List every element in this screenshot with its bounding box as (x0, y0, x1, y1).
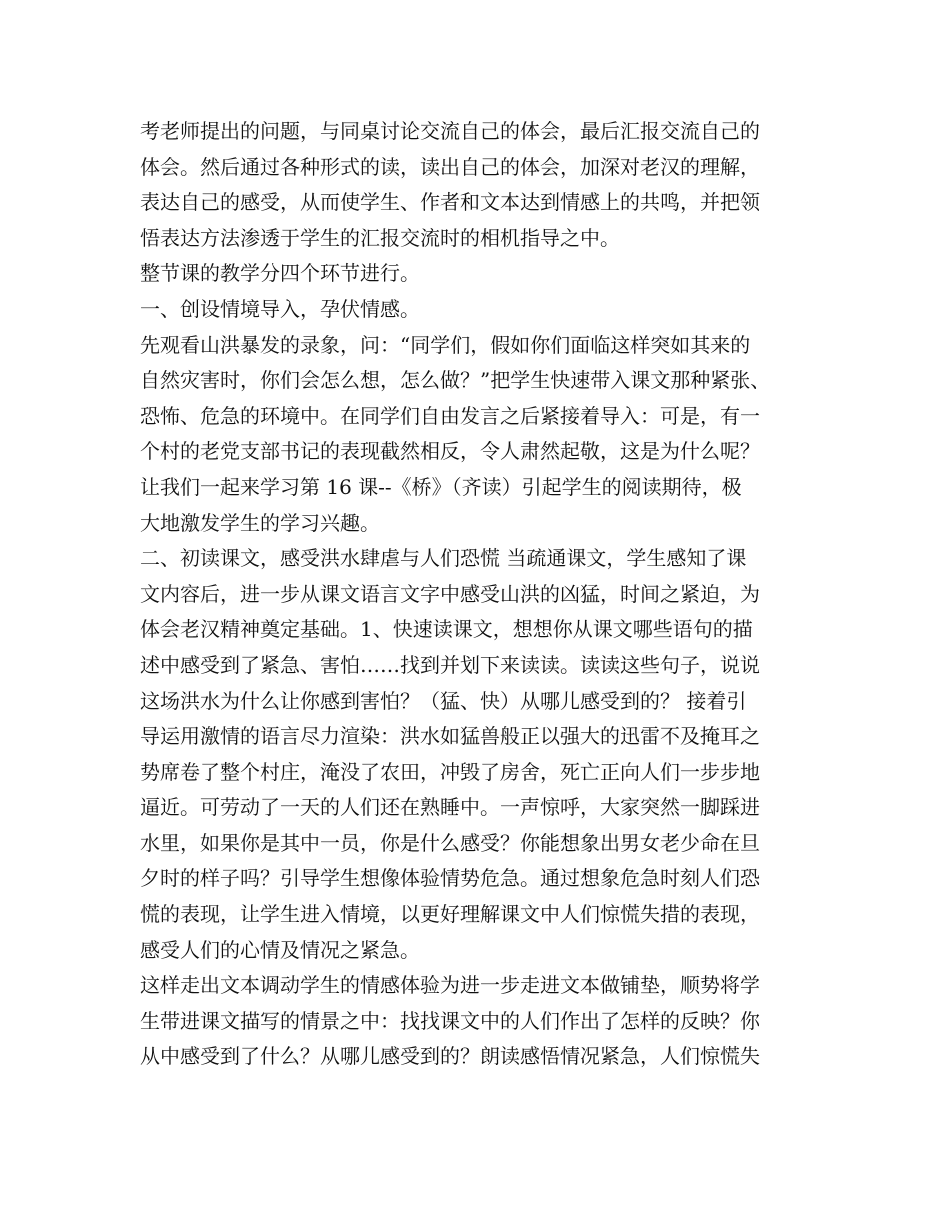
text-line: 逼近。可劳动了一天的人们还在熟睡中。一声惊呼，大家突然一脚踩进 (140, 795, 760, 820)
text-line: 恐怖、危急的环境中。在同学们自由发言之后紧接着导入：可是，有一 (140, 403, 760, 428)
text-line: 自然灾害时，你们会怎么想，怎么做？”把学生快速带入课文那种紧张、 (140, 368, 771, 393)
text-line: 悟表达方法渗透于学生的汇报交流时的相机指导之中。 (140, 225, 620, 250)
section-heading: 一、创设情境导入，孕伏情感。 (140, 296, 420, 321)
text-line: 考老师提出的问题，与同桌讨论交流自己的体会，最后汇报交流自己的 (140, 119, 760, 143)
text-line: 感受人们的心情及情况之紧急。 (140, 937, 420, 962)
text-line: 这场洪水为什么让你感到害怕？（猛、快）从哪儿感受到的？ 接着引 (140, 688, 747, 713)
text-line: 导运用激情的语言尽力渲染：洪水如猛兽般正以强大的迅雷不及掩耳之 (140, 724, 760, 749)
section-heading: 二、初读课文，感受洪水肆虐与人们恐慌 当疏通课文，学生感知了课 (140, 546, 747, 571)
text-line: 夕时的样子吗？引导学生想像体验情势危急。通过想象危急时刻人们恐 (140, 866, 760, 891)
document-body (140, 114, 840, 1075)
text-line: 大地激发学生的学习兴趣。 (140, 510, 380, 535)
text-line: 整节课的教学分四个环节进行。 (140, 261, 420, 286)
text-line: 生带进课文描写的情景之中：找找课文中的人们作出了怎样的反映？你 (140, 1008, 760, 1033)
text-line: 慌的表现，让学生进入情境，以更好理解课文中人们惊慌失措的表现， (140, 902, 760, 927)
text-line: 个村的老党支部书记的表现截然相反，令人肃然起敬，这是为什么呢？ (140, 439, 760, 464)
text-line: 文内容后，进一步从课文语言文字中感受山洪的凶猛，时间之紧迫，为 (140, 581, 760, 606)
text-line: 让我们一起来学习第 16 课--《桥》（齐读）引起学生的阅读期待，极 (140, 474, 742, 499)
text-line: 水里，如果你是其中一员，你是什么感受？你能想象出男女老少命在旦 (140, 830, 760, 855)
text-line: 先观看山洪暴发的录象，问：“同学们，假如你们面临这样突如其来的 (140, 332, 751, 357)
text-line: 势席卷了整个村庄，淹没了农田，冲毁了房舍，死亡正向人们一步步地 (140, 759, 760, 784)
text-line: 体会老汉精神奠定基础。1、快速读课文，想想你从课文哪些语句的描 (140, 617, 753, 642)
text-line: 体会。然后通过各种形式的读，读出自己的体会，加深对老汉的理解， (140, 154, 760, 179)
text-line: 表达自己的感受，从而使学生、作者和文本达到情感上的共鸣，并把领 (140, 190, 760, 215)
text-line: 述中感受到了紧急、害怕……找到并划下来读读。读读这些句子，说说 (140, 652, 760, 677)
text-line: 这样走出文本调动学生的情感体验为进一步走进文本做铺垫，顺势将学 (140, 973, 760, 998)
text-line: 从中感受到了什么？从哪儿感受到的？朗读感悟情况紧急，人们惊慌失 (140, 1044, 760, 1069)
